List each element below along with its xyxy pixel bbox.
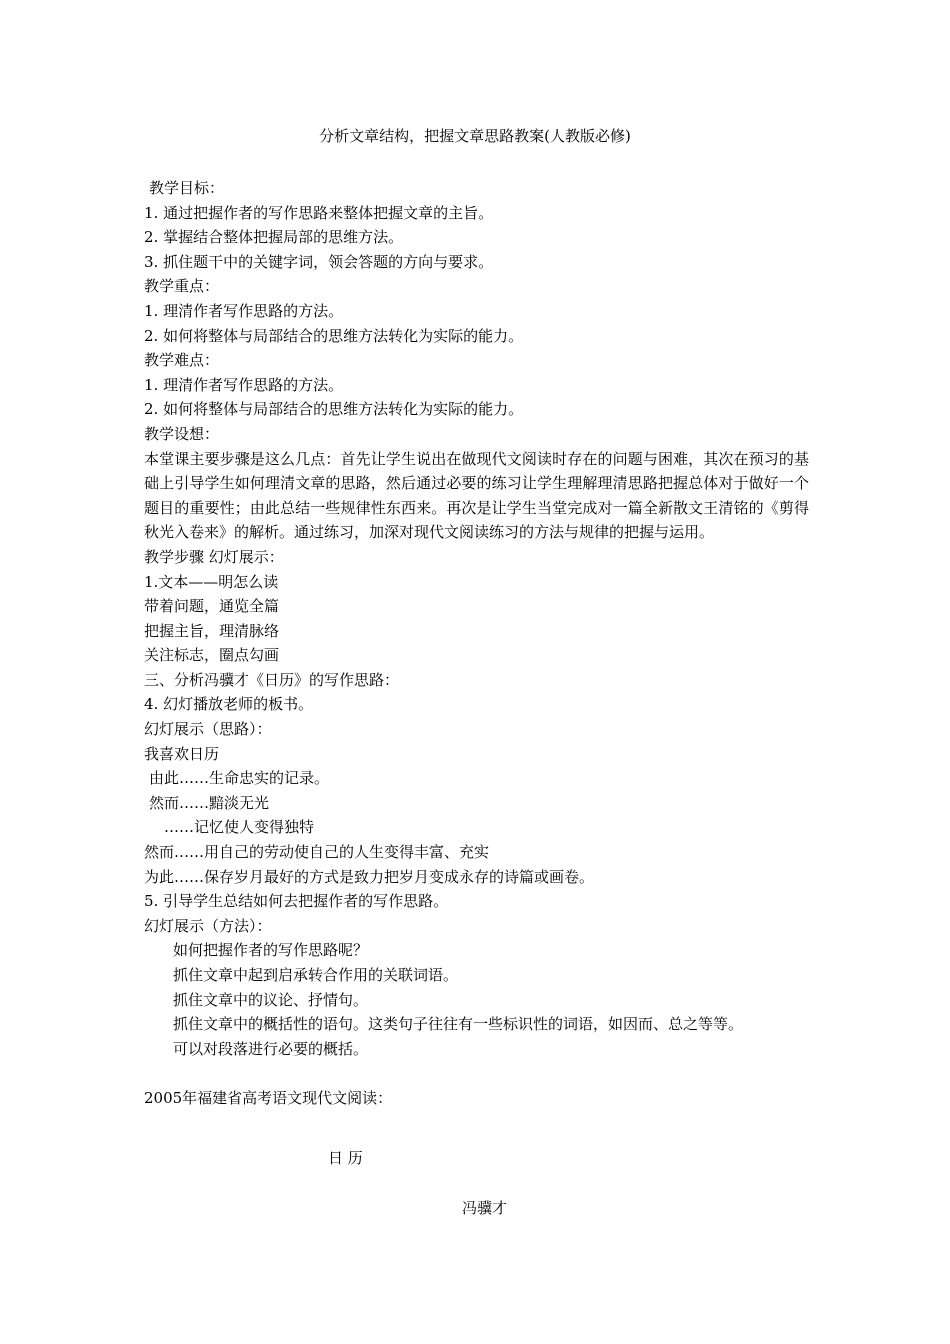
key-points-heading: 教学重点： [144, 277, 220, 296]
document-body [144, 176, 809, 1111]
outline-line: 为此……保存岁月最好的方式是致力把岁月变成永存的诗篇或画卷。 [144, 867, 595, 886]
article-author: 冯骥才 [462, 1199, 508, 1217]
method-item: 抓住文章中的概括性的语句。这类句子往往有一些标识性的词语，如因而、总之等等。 [173, 1015, 744, 1034]
outline-line: 然而……黯淡无光 [149, 793, 270, 812]
key-point-item: 2. 如何将整体与局部结合的思维方法转化为实际的能力。 [144, 326, 524, 345]
difficulty-item: 2. 如何将整体与局部结合的思维方法转化为实际的能力。 [144, 400, 524, 419]
step1-item: 带着问题，通览全篇 [144, 597, 280, 616]
slide-outline-heading: 幻灯展示（思路）： [144, 720, 272, 739]
method-item: 可以对段落进行必要的概括。 [173, 1039, 369, 1058]
outline-line: 然而……用自己的劳动使自己的人生变得丰富、充实 [144, 843, 490, 862]
key-point-item: 1. 理清作者写作思路的方法。 [144, 301, 344, 320]
design-heading: 教学设想： [144, 424, 220, 443]
objective-item: 1. 通过把握作者的写作思路来整体把握文章的主旨。 [144, 203, 494, 222]
step1-item: 关注标志，圈点勾画 [144, 646, 280, 665]
step5-heading: 5. 引导学生总结如何去把握作者的写作思路。 [144, 892, 449, 911]
step3-heading: 三、分析冯骥才《日历》的写作思路： [144, 670, 400, 689]
slide-method-heading: 幻灯展示（方法）： [144, 916, 272, 935]
objectives-heading: 教学目标： [149, 179, 225, 197]
page-title: 分析文章结构，把握文章思路教案(人教版必修) [319, 127, 631, 145]
blank-line [144, 1061, 809, 1086]
method-item: 如何把握作者的写作思路呢？ [173, 941, 369, 960]
step1-item: 把握主旨，理清脉络 [144, 621, 280, 640]
outline-line: 我喜欢日历 [144, 744, 220, 763]
method-item: 抓住文章中的议论、抒情句。 [173, 990, 369, 1009]
exam-heading: 2005年福建省高考语文现代文阅读： [144, 1088, 393, 1107]
method-item: 抓住文章中起到启承转合作用的关联词语。 [173, 966, 459, 984]
difficulty-item: 1. 理清作者写作思路的方法。 [144, 375, 344, 394]
outline-line: ……记忆使人变得独特 [164, 818, 315, 837]
objective-item: 2. 掌握结合整体把握局部的思维方法。 [144, 228, 404, 247]
design-paragraph: 本堂课主要步骤是这么几点：首先让学生说出在做现代文阅读时存在的问题与困难，其次在预习的基础上引导学生如何理清文章的思路，然后通过必要的练习让学生理解理清思路把握总体对于做好一个题目的重要性；由此总结一些规律性东西来。再次是让学生当堂完成对一篇全新散文王清铭的《剪得秋光入卷来》的解析。通过练习，加深对现代文阅读练习的方法与规律的把握与运用。 [144, 449, 809, 542]
article-title: 日 历 [328, 1149, 363, 1167]
steps-heading: 教学步骤 幻灯展示： [144, 547, 284, 566]
objective-item: 3. 抓住题干中的关键字词，领会答题的方向与要求。 [144, 252, 494, 271]
step1-heading: 1.文本——明怎么读 [144, 572, 279, 591]
step4-heading: 4. 幻灯播放老师的板书。 [144, 695, 314, 714]
outline-line: 由此……生命忠实的记录。 [149, 769, 330, 788]
difficulties-heading: 教学难点： [144, 351, 220, 370]
